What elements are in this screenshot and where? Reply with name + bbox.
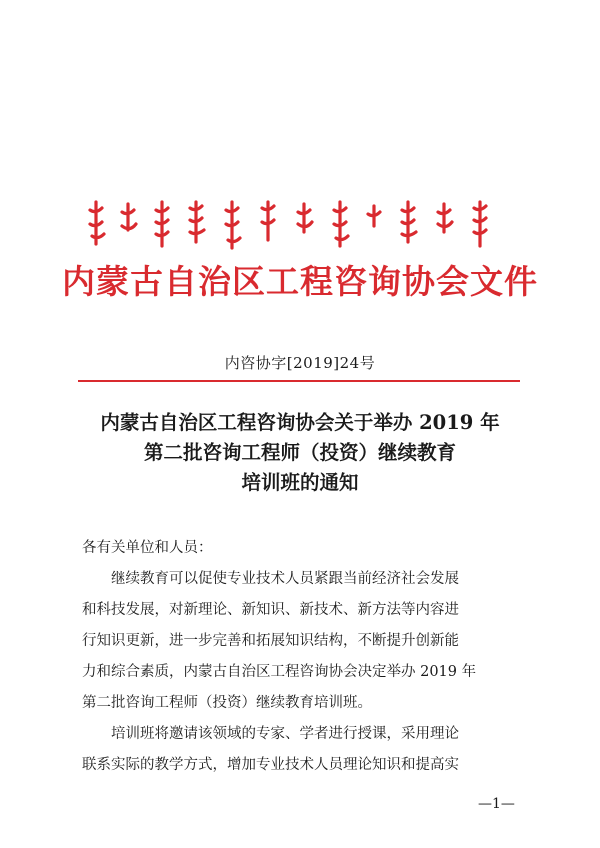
- document-number: 内咨协字[2019]24号: [224, 354, 376, 372]
- mongolian-glyph: [156, 202, 168, 246]
- body-text: [82, 564, 522, 781]
- mongolian-glyph: [90, 202, 104, 244]
- mongolian-glyph: [402, 202, 416, 242]
- mongolian-script-title: [82, 196, 512, 254]
- mongolian-glyph: [298, 204, 312, 232]
- notice-title: [0, 408, 600, 498]
- text-line: 继续教育可以促使专业技术人员紧跟当前经济社会发展: [111, 571, 459, 587]
- title-line: 培训班的通知: [241, 471, 359, 494]
- text-line: 培训班将邀请该领域的专家、学者进行授课，采用理论: [111, 726, 459, 742]
- title-line: 内蒙古自治区工程咨询协会关于举办 2019 年: [100, 411, 500, 434]
- mongolian-glyph: [226, 202, 240, 248]
- paragraph-1: [82, 564, 522, 719]
- salutation: 各有关单位和人员：: [82, 540, 213, 556]
- mongolian-glyph: [474, 202, 486, 246]
- text-line: 联系实际的教学方式，增加专业技术人员理论知识和提高实: [82, 757, 459, 773]
- text-line: 和科技发展，对新理论、新知识、新技术、新方法等内容进: [82, 602, 459, 618]
- issuer-title: 内蒙古自治区工程咨询协会文件: [62, 262, 538, 301]
- mongolian-glyph: [262, 202, 274, 240]
- mongolian-glyph: [334, 202, 348, 246]
- text-line: 行知识更新，进一步完善和拓展知识结构，不断提升创新能: [82, 633, 459, 649]
- mongolian-glyph: [122, 204, 136, 230]
- title-line: 第二批咨询工程师（投资）继续教育: [143, 441, 456, 464]
- mongolian-glyph: [438, 204, 452, 232]
- paragraph-2: [82, 719, 522, 781]
- page-number: —1—: [478, 796, 515, 812]
- text-line: 第二批咨询工程师（投资）继续教育培训班。: [82, 695, 372, 711]
- mongolian-glyph: [368, 206, 380, 226]
- mongolian-glyph: [190, 202, 204, 242]
- red-divider: [78, 380, 520, 382]
- text-line: 力和综合素质，内蒙古自治区工程咨询协会决定举办 2019 年: [82, 664, 477, 680]
